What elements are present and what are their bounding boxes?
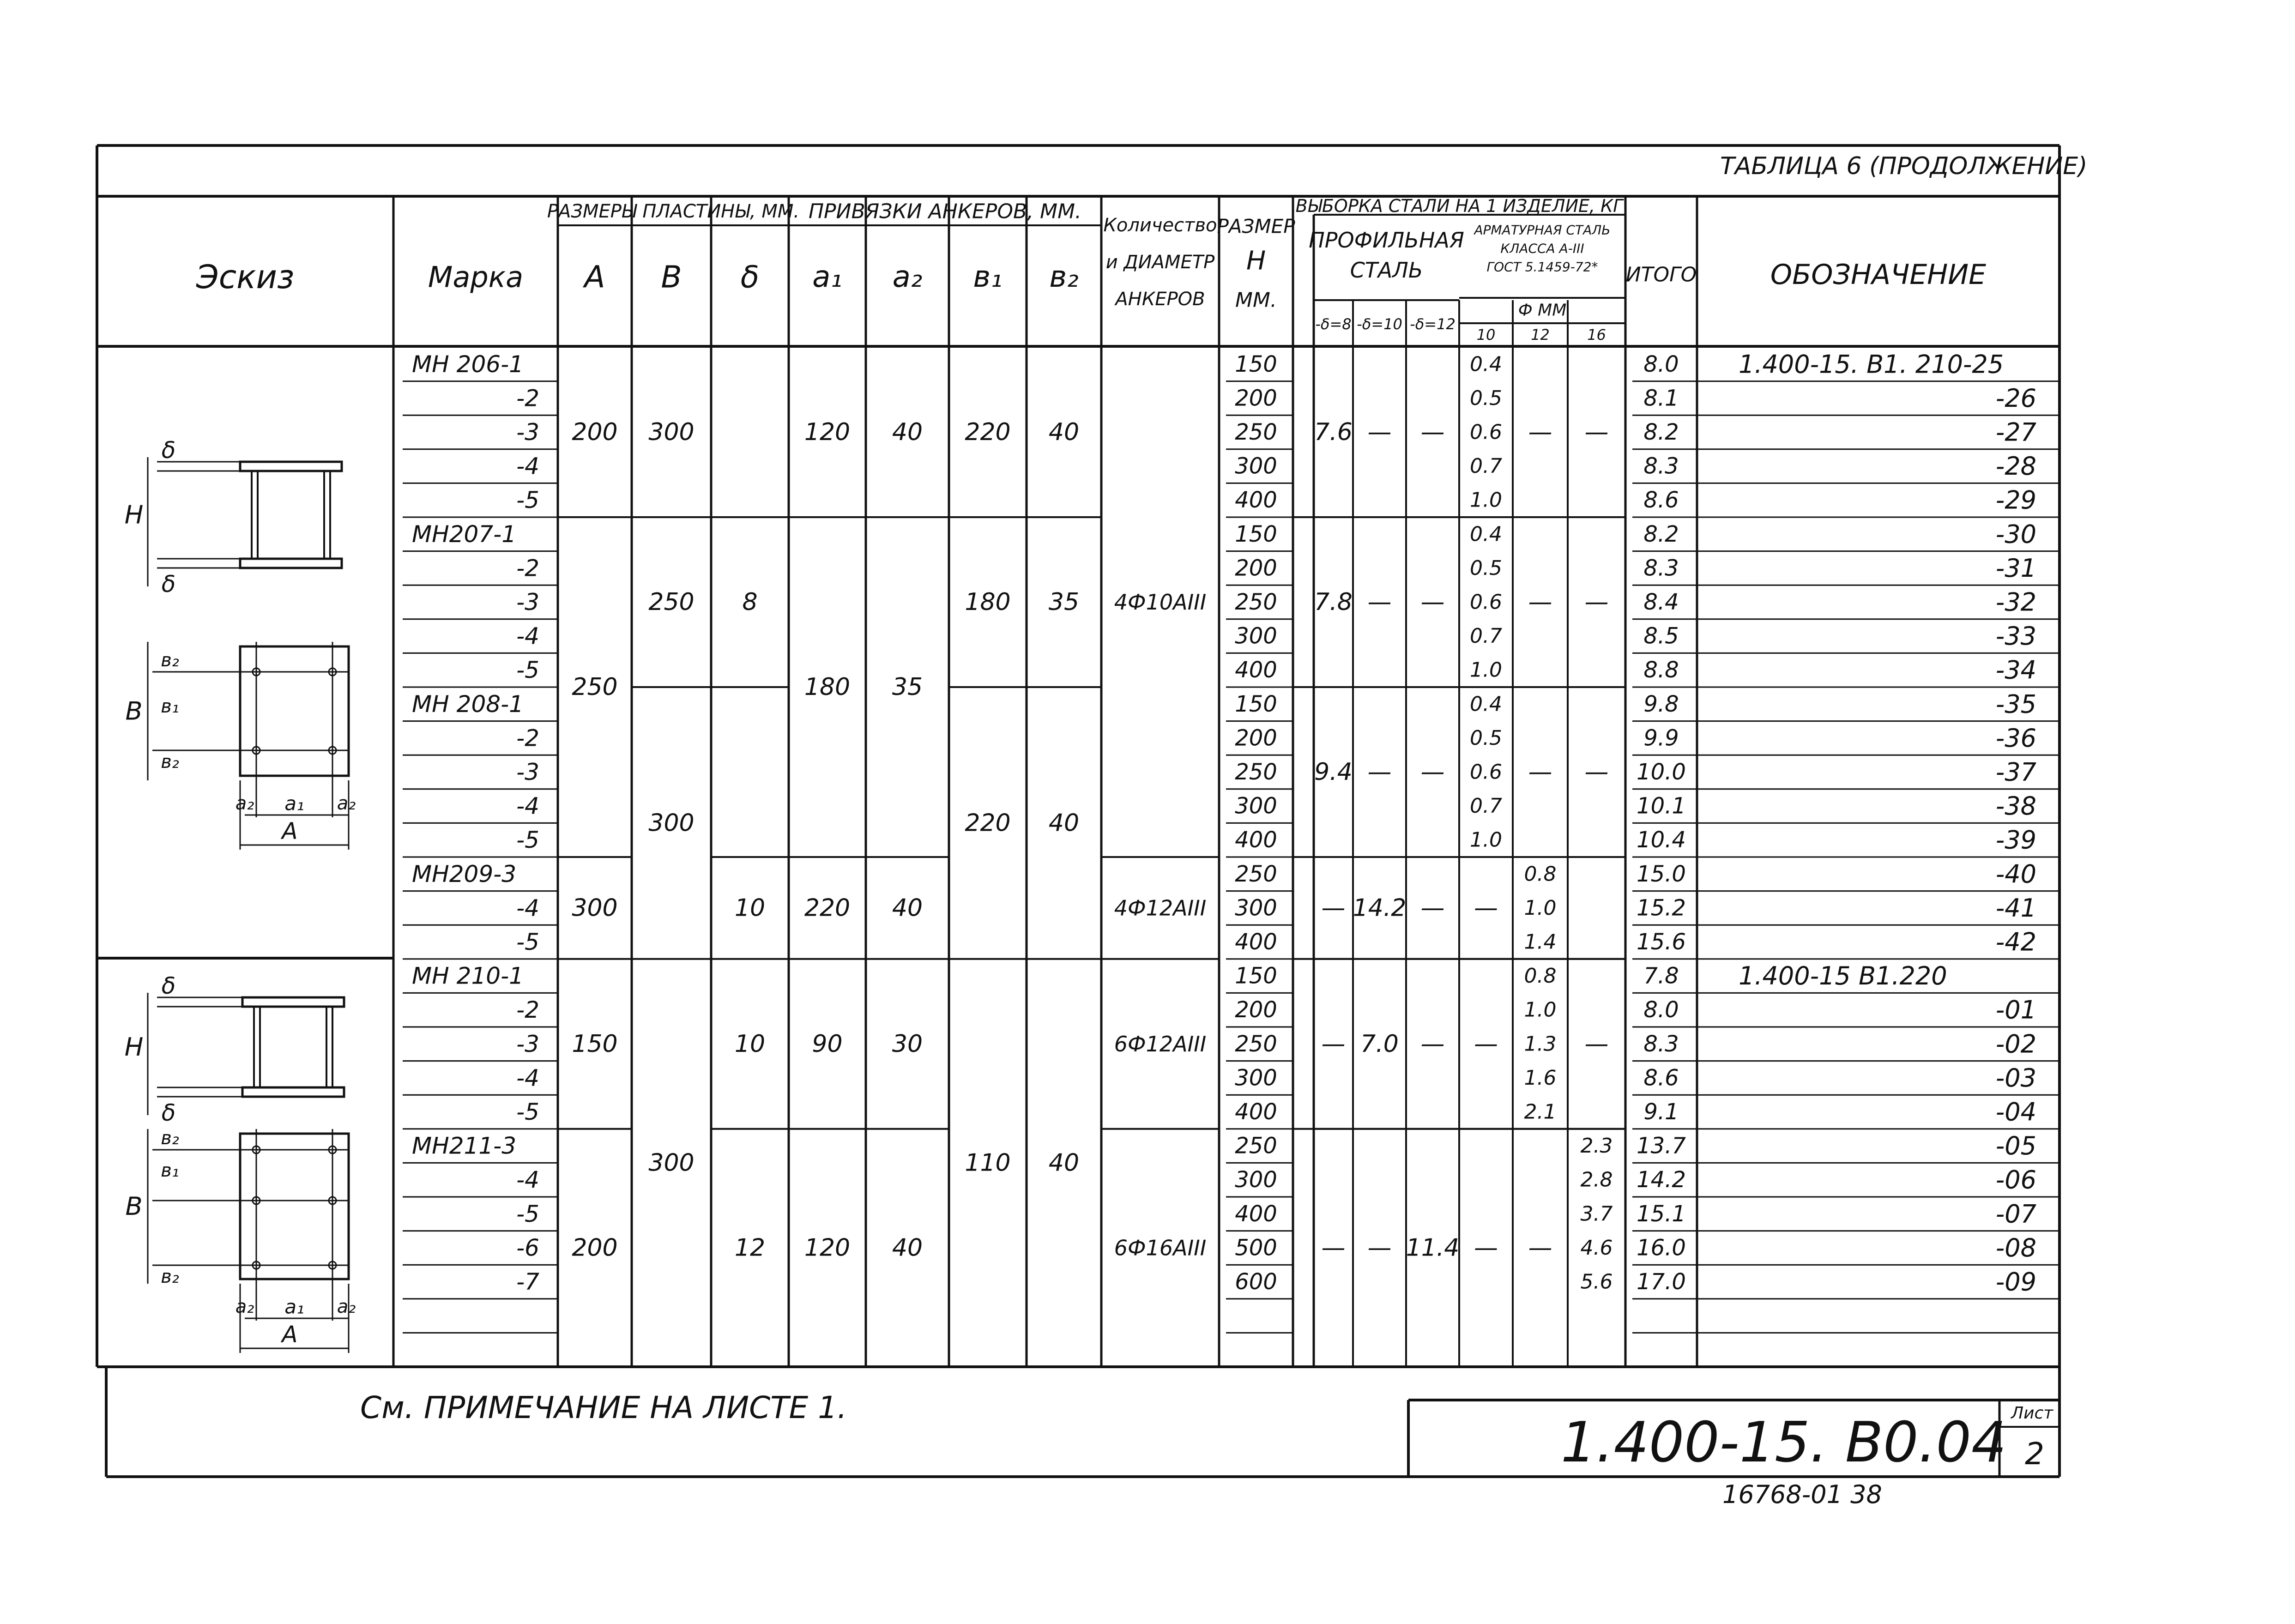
group-B: 300 bbox=[648, 418, 695, 446]
bottom-plate bbox=[242, 1087, 344, 1097]
row-mark: -2 bbox=[516, 555, 539, 582]
plan1-a2-label: a₂ bbox=[337, 793, 356, 814]
sketch-drawings bbox=[97, 437, 393, 1353]
row-total: 8.5 bbox=[1643, 623, 1679, 649]
group-qty: 6Ф12АIII bbox=[1114, 1031, 1207, 1057]
header-rebar-dia: Ф ММ bbox=[1518, 301, 1567, 320]
row-mark: МН 206-1 bbox=[412, 350, 524, 378]
row-mark: -4 bbox=[516, 453, 539, 480]
group-p12: — bbox=[1420, 418, 1445, 446]
group-b1: 180 bbox=[965, 588, 1011, 616]
row-rebar-12: 2.1 bbox=[1524, 1100, 1557, 1124]
row-mark: МН211-3 bbox=[412, 1132, 517, 1159]
row-mark: -3 bbox=[516, 589, 539, 616]
row-mark: -5 bbox=[516, 487, 539, 514]
row-height-h: 250 bbox=[1235, 1133, 1277, 1159]
row-total: 8.3 bbox=[1643, 1031, 1679, 1057]
row-mark: -7 bbox=[516, 1268, 539, 1295]
row-total: 10.4 bbox=[1637, 827, 1686, 853]
header-total: ИТОГО bbox=[1625, 263, 1697, 287]
row-designation: -26 bbox=[1995, 383, 2036, 413]
row-height-h: 600 bbox=[1235, 1269, 1277, 1295]
group-r16: — bbox=[1584, 1030, 1609, 1058]
row-total: 8.0 bbox=[1643, 351, 1679, 377]
group-B: 250 bbox=[648, 588, 695, 616]
row-total: 10.1 bbox=[1637, 793, 1686, 819]
row-height-h: 300 bbox=[1235, 1065, 1277, 1091]
group-b2: 35 bbox=[1048, 588, 1080, 616]
row-designation: -02 bbox=[1995, 1029, 2036, 1059]
row-total: 10.0 bbox=[1637, 759, 1686, 785]
group-p12: — bbox=[1420, 894, 1445, 922]
group-r16: — bbox=[1584, 588, 1609, 616]
document-code: 1.400-15. В0.04 bbox=[1561, 1411, 2007, 1475]
row-total: 8.3 bbox=[1643, 555, 1679, 581]
side1-h-label: Н bbox=[124, 500, 144, 530]
row-rebar-10: 0.4 bbox=[1470, 692, 1502, 716]
group-b2: 40 bbox=[1048, 809, 1080, 837]
row-height-h: 300 bbox=[1235, 895, 1277, 921]
row-designation: -09 bbox=[1995, 1267, 2036, 1297]
group-p10: — bbox=[1367, 1234, 1392, 1262]
row-height-h: 250 bbox=[1235, 759, 1277, 785]
plan1-b-label: В bbox=[125, 696, 143, 726]
row-height-h: 200 bbox=[1235, 555, 1277, 581]
side2-delta-label: δ bbox=[161, 972, 176, 999]
group-r12: — bbox=[1528, 588, 1552, 616]
row-height-h: 300 bbox=[1235, 1167, 1277, 1193]
group-r10: — bbox=[1474, 1234, 1498, 1262]
row-rebar-10: 0.6 bbox=[1470, 590, 1502, 614]
group-b2: 40 bbox=[1048, 1149, 1080, 1177]
plan1-a1-label: a₁ bbox=[284, 792, 304, 815]
row-height-h: 150 bbox=[1235, 691, 1277, 717]
row-rebar-10: 0.7 bbox=[1470, 624, 1502, 648]
row-designation: -05 bbox=[1995, 1131, 2036, 1161]
group-a2: 40 bbox=[892, 894, 923, 922]
row-height-h: 200 bbox=[1235, 385, 1277, 411]
bottom-plate bbox=[240, 559, 342, 568]
row-mark: МН207-1 bbox=[412, 520, 517, 548]
plan1-a-label: А bbox=[282, 818, 298, 845]
header-rebar-col: 10 bbox=[1476, 326, 1496, 344]
row-rebar-12: 0.8 bbox=[1524, 964, 1557, 988]
table-caption: ТАБЛИЦА 6 (ПРОДОЛЖЕНИЕ) bbox=[1720, 152, 2088, 180]
row-mark: -4 bbox=[516, 622, 539, 650]
row-rebar-10: 0.5 bbox=[1470, 556, 1502, 580]
group-b2: 40 bbox=[1048, 418, 1080, 446]
row-rebar-12: 1.6 bbox=[1524, 1066, 1557, 1090]
row-designation: -29 bbox=[1995, 485, 2036, 515]
group-r16: — bbox=[1584, 418, 1609, 446]
row-total: 8.0 bbox=[1643, 997, 1679, 1023]
row-height-h: 400 bbox=[1235, 827, 1277, 853]
row-height-h: 200 bbox=[1235, 997, 1277, 1023]
row-mark: -5 bbox=[516, 827, 539, 854]
row-rebar-12: 1.0 bbox=[1524, 896, 1557, 920]
header-anchor-offsets: ПРИВЯЗКИ АНКЕРОВ, ММ. bbox=[808, 199, 1082, 223]
row-height-h: 300 bbox=[1235, 623, 1277, 649]
group-a1: 120 bbox=[804, 418, 851, 446]
plan2-a2-label: a₂ bbox=[337, 1296, 356, 1317]
row-total: 8.6 bbox=[1643, 1065, 1679, 1091]
row-designation: -06 bbox=[1995, 1165, 2036, 1195]
row-designation: -07 bbox=[1995, 1199, 2036, 1229]
group-a1: 90 bbox=[812, 1030, 843, 1058]
plan2-b-label: В bbox=[125, 1192, 143, 1221]
row-mark: -3 bbox=[516, 1030, 539, 1057]
row-mark: -5 bbox=[516, 1099, 539, 1125]
group-p10: 14.2 bbox=[1353, 894, 1407, 922]
header-plate-col: δ bbox=[740, 259, 760, 295]
row-rebar-16: 4.6 bbox=[1580, 1236, 1613, 1260]
row-total: 15.6 bbox=[1637, 929, 1686, 955]
row-rebar-10: 1.0 bbox=[1470, 488, 1502, 512]
group-A: 150 bbox=[572, 1030, 618, 1058]
row-mark: -4 bbox=[516, 1166, 539, 1194]
group-r12: — bbox=[1528, 1234, 1552, 1262]
row-designation: -37 bbox=[1995, 757, 2036, 787]
row-rebar-12: 1.3 bbox=[1524, 1032, 1557, 1056]
row-rebar-10: 0.4 bbox=[1470, 352, 1502, 376]
header-steel-sample: ВЫБОРКА СТАЛИ НА 1 ИЗДЕЛИЕ, КГ bbox=[1295, 196, 1623, 216]
row-rebar-16: 5.6 bbox=[1580, 1270, 1613, 1294]
group-p12: — bbox=[1420, 758, 1445, 786]
row-mark: -5 bbox=[516, 1200, 539, 1227]
top-plate bbox=[240, 462, 342, 471]
row-rebar-12: 1.0 bbox=[1524, 998, 1557, 1022]
row-mark: -4 bbox=[516, 894, 539, 922]
row-mark: МН 210-1 bbox=[412, 962, 524, 990]
header-size-h: Н bbox=[1246, 246, 1266, 276]
row-height-h: 200 bbox=[1235, 725, 1277, 751]
row-height-h: 300 bbox=[1235, 453, 1277, 479]
group-b1: 220 bbox=[965, 809, 1011, 837]
group-qty: 4Ф10АIII bbox=[1114, 590, 1207, 615]
row-total: 9.8 bbox=[1643, 691, 1679, 717]
header-size-h: РАЗМЕР bbox=[1217, 215, 1295, 238]
row-height-h: 400 bbox=[1235, 1099, 1277, 1125]
group-A: 300 bbox=[572, 894, 618, 922]
group-B: 300 bbox=[648, 809, 695, 837]
row-rebar-16: 3.7 bbox=[1580, 1202, 1613, 1226]
row-rebar-12: 1.4 bbox=[1524, 930, 1557, 954]
row-total: 8.4 bbox=[1643, 589, 1679, 615]
row-mark: -3 bbox=[516, 419, 539, 446]
header-anchor-qty: и ДИАМЕТР bbox=[1105, 252, 1215, 273]
row-height-h: 150 bbox=[1235, 521, 1277, 547]
header-mark: Марка bbox=[428, 260, 524, 294]
group-A: 200 bbox=[572, 418, 618, 446]
row-total: 13.7 bbox=[1637, 1133, 1686, 1159]
row-rebar-16: 2.8 bbox=[1580, 1168, 1613, 1192]
row-rebar-10: 1.0 bbox=[1470, 658, 1502, 682]
row-mark: -5 bbox=[516, 929, 539, 955]
row-total: 9.9 bbox=[1643, 725, 1679, 751]
row-designation: -28 bbox=[1995, 452, 2036, 481]
group-p8: 9.4 bbox=[1314, 758, 1353, 786]
group-qty: 4Ф12АIII bbox=[1114, 895, 1207, 921]
group-r16: — bbox=[1584, 758, 1609, 786]
group-B: 300 bbox=[648, 1149, 695, 1177]
row-rebar-10: 0.6 bbox=[1470, 420, 1502, 444]
header-rebar-steel: КЛАССА А-III bbox=[1500, 241, 1584, 256]
group-d: 10 bbox=[734, 1030, 766, 1058]
row-designation: -35 bbox=[1995, 689, 2036, 719]
plan1-a2-label: a₂ bbox=[235, 793, 254, 814]
row-mark: МН 208-1 bbox=[412, 690, 524, 718]
row-rebar-10: 0.5 bbox=[1470, 386, 1502, 410]
row-rebar-16: 2.3 bbox=[1580, 1134, 1613, 1158]
row-designation: -30 bbox=[1995, 519, 2036, 549]
row-designation: 1.400-15. В1. 210-25 bbox=[1739, 350, 2004, 379]
group-a1: 180 bbox=[804, 673, 851, 701]
row-mark: -2 bbox=[516, 996, 539, 1024]
row-total: 8.8 bbox=[1643, 657, 1679, 683]
header-anchor-col: a₂ bbox=[892, 260, 923, 294]
header-anchor-col: в₁ bbox=[973, 260, 1003, 294]
sheet-number: 2 bbox=[2025, 1436, 2044, 1472]
group-r12: — bbox=[1528, 758, 1552, 786]
header-sketch: Эскиз bbox=[196, 258, 295, 296]
group-p10: — bbox=[1367, 418, 1392, 446]
side2-h-label: Н bbox=[124, 1032, 144, 1062]
row-designation: -40 bbox=[1995, 859, 2036, 889]
header-size-h: ММ. bbox=[1235, 288, 1277, 312]
group-p10: — bbox=[1367, 588, 1392, 616]
row-total: 17.0 bbox=[1637, 1269, 1686, 1295]
row-designation: -33 bbox=[1995, 622, 2036, 651]
header-anchor-col: a₁ bbox=[812, 260, 842, 294]
group-a1: 120 bbox=[804, 1234, 851, 1262]
header-plate-col: В bbox=[661, 259, 682, 295]
row-total: 15.0 bbox=[1637, 861, 1686, 887]
plan1-b2-label: в₂ bbox=[161, 650, 179, 671]
group-r10: — bbox=[1474, 1030, 1498, 1058]
header-rebar-col: 12 bbox=[1531, 326, 1550, 344]
row-height-h: 400 bbox=[1235, 657, 1277, 683]
row-height-h: 400 bbox=[1235, 929, 1277, 955]
group-d: 8 bbox=[742, 588, 758, 616]
row-height-h: 250 bbox=[1235, 1031, 1277, 1057]
table-body bbox=[403, 350, 2059, 1367]
group-p10: — bbox=[1367, 758, 1392, 786]
group-a1: 220 bbox=[804, 894, 851, 922]
plan2-b2-label: в₂ bbox=[161, 1266, 179, 1287]
group-p8: 7.6 bbox=[1314, 418, 1353, 446]
row-height-h: 150 bbox=[1235, 963, 1277, 989]
header-profile-col: -δ=8 bbox=[1315, 315, 1352, 333]
group-d: 10 bbox=[734, 894, 766, 922]
plan1-b1-label: в₁ bbox=[161, 696, 179, 717]
group-a2: 40 bbox=[892, 1234, 923, 1262]
row-mark: -3 bbox=[516, 759, 539, 785]
side2-delta-label: δ bbox=[161, 1099, 176, 1126]
group-qty: 6Ф16АIII bbox=[1114, 1235, 1207, 1261]
header-rebar-steel: АРМАТУРНАЯ СТАЛЬ bbox=[1474, 222, 1611, 238]
row-designation: -03 bbox=[1995, 1063, 2036, 1093]
row-designation: -04 bbox=[1995, 1097, 2036, 1127]
row-rebar-12: 0.8 bbox=[1524, 862, 1557, 886]
group-a2: 30 bbox=[892, 1030, 923, 1058]
table-header bbox=[196, 196, 1986, 344]
row-designation: -27 bbox=[1995, 417, 2036, 447]
group-a2: 40 bbox=[892, 418, 923, 446]
row-height-h: 300 bbox=[1235, 793, 1277, 819]
row-rebar-10: 1.0 bbox=[1470, 828, 1502, 852]
row-height-h: 500 bbox=[1235, 1235, 1277, 1261]
group-p8: — bbox=[1321, 1234, 1346, 1262]
group-d: 12 bbox=[734, 1234, 766, 1262]
note-text: См. ПРИМЕЧАНИЕ НА ЛИСТЕ 1. bbox=[360, 1390, 847, 1425]
header-profile-steel: ПРОФИЛЬНАЯ bbox=[1309, 228, 1464, 253]
row-mark: -2 bbox=[516, 724, 539, 752]
row-designation: -34 bbox=[1995, 655, 2036, 685]
header-designation: ОБОЗНАЧЕНИЕ bbox=[1770, 259, 1987, 291]
row-total: 9.1 bbox=[1643, 1099, 1679, 1125]
row-total: 8.2 bbox=[1643, 521, 1679, 547]
row-total: 8.2 bbox=[1643, 419, 1679, 445]
row-designation: -38 bbox=[1995, 791, 2036, 821]
row-total: 7.8 bbox=[1643, 963, 1679, 989]
group-a2: 35 bbox=[892, 673, 923, 701]
row-total: 8.1 bbox=[1643, 385, 1679, 411]
row-total: 15.2 bbox=[1637, 895, 1686, 921]
header-profile-steel: СТАЛЬ bbox=[1350, 258, 1423, 283]
plan1-b2-label: в₂ bbox=[161, 751, 179, 773]
row-mark: -6 bbox=[516, 1234, 539, 1262]
row-rebar-10: 0.6 bbox=[1470, 760, 1502, 784]
inventory-number: 16768-01 38 bbox=[1722, 1480, 1882, 1509]
header-profile-col: -δ=12 bbox=[1410, 315, 1456, 333]
group-A: 200 bbox=[572, 1234, 618, 1262]
group-p10: 7.0 bbox=[1360, 1030, 1399, 1058]
row-designation: -08 bbox=[1995, 1233, 2036, 1262]
row-height-h: 250 bbox=[1235, 419, 1277, 445]
row-rebar-10: 0.7 bbox=[1470, 454, 1502, 478]
top-plate bbox=[242, 997, 344, 1007]
row-total: 15.1 bbox=[1637, 1201, 1686, 1227]
row-rebar-10: 0.7 bbox=[1470, 794, 1502, 818]
group-b1: 220 bbox=[965, 418, 1011, 446]
plan2-b1-label: в₁ bbox=[161, 1160, 179, 1181]
row-designation: -39 bbox=[1995, 825, 2036, 855]
row-mark: -2 bbox=[516, 385, 539, 412]
group-r12: — bbox=[1528, 418, 1552, 446]
row-total: 14.2 bbox=[1637, 1167, 1686, 1193]
plan2-a2-label: a₂ bbox=[235, 1296, 254, 1317]
row-mark: МН209-3 bbox=[412, 860, 517, 887]
row-total: 16.0 bbox=[1637, 1235, 1686, 1261]
side1-delta-label: δ bbox=[161, 437, 176, 464]
row-height-h: 250 bbox=[1235, 861, 1277, 887]
row-height-h: 400 bbox=[1235, 1201, 1277, 1227]
row-mark: -4 bbox=[516, 1064, 539, 1092]
row-mark: -4 bbox=[516, 792, 539, 820]
group-p8: — bbox=[1321, 894, 1346, 922]
plan2-a1-label: a₁ bbox=[284, 1295, 304, 1318]
row-total: 8.6 bbox=[1643, 487, 1679, 513]
row-designation: -32 bbox=[1995, 587, 2036, 617]
header-rebar-steel: ГОСТ 5.1459-72* bbox=[1486, 259, 1598, 275]
header-plate-col: А bbox=[584, 259, 605, 295]
header-plate-sizes: РАЗМЕРЫ ПЛАСТИНЫ, ММ. bbox=[547, 201, 800, 222]
header-profile-col: -δ=10 bbox=[1357, 315, 1402, 333]
row-designation: -42 bbox=[1995, 927, 2036, 957]
row-mark: -5 bbox=[516, 657, 539, 684]
row-designation: -31 bbox=[1995, 553, 2036, 583]
row-rebar-10: 0.4 bbox=[1470, 522, 1502, 546]
header-rebar-col: 16 bbox=[1587, 326, 1606, 344]
header-anchor-col: в₂ bbox=[1049, 260, 1079, 294]
row-designation: -36 bbox=[1995, 723, 2036, 753]
row-designation: -01 bbox=[1995, 995, 2036, 1025]
row-total: 8.3 bbox=[1643, 453, 1679, 479]
row-height-h: 150 bbox=[1235, 351, 1277, 377]
row-designation: 1.400-15 В1.220 bbox=[1739, 961, 1947, 991]
header-anchor-qty: АНКЕРОВ bbox=[1115, 289, 1205, 310]
plan2-b2-label: в₂ bbox=[161, 1128, 179, 1149]
row-height-h: 250 bbox=[1235, 589, 1277, 615]
group-p8: 7.8 bbox=[1314, 588, 1353, 616]
row-height-h: 400 bbox=[1235, 487, 1277, 513]
side1-delta-label: δ bbox=[161, 571, 176, 598]
group-b1: 110 bbox=[965, 1149, 1011, 1177]
group-p12: 11.4 bbox=[1406, 1234, 1460, 1262]
group-p12: — bbox=[1420, 588, 1445, 616]
row-designation: -41 bbox=[1995, 893, 2036, 923]
group-p8: — bbox=[1321, 1030, 1346, 1058]
plan2-a-label: А bbox=[282, 1321, 298, 1348]
header-anchor-qty: Количество bbox=[1103, 215, 1217, 236]
row-rebar-10: 0.5 bbox=[1470, 726, 1502, 750]
group-A: 250 bbox=[572, 673, 618, 701]
sheet-label: Лист bbox=[2011, 1404, 2053, 1423]
group-r10: — bbox=[1474, 894, 1498, 922]
group-p12: — bbox=[1420, 1030, 1445, 1058]
